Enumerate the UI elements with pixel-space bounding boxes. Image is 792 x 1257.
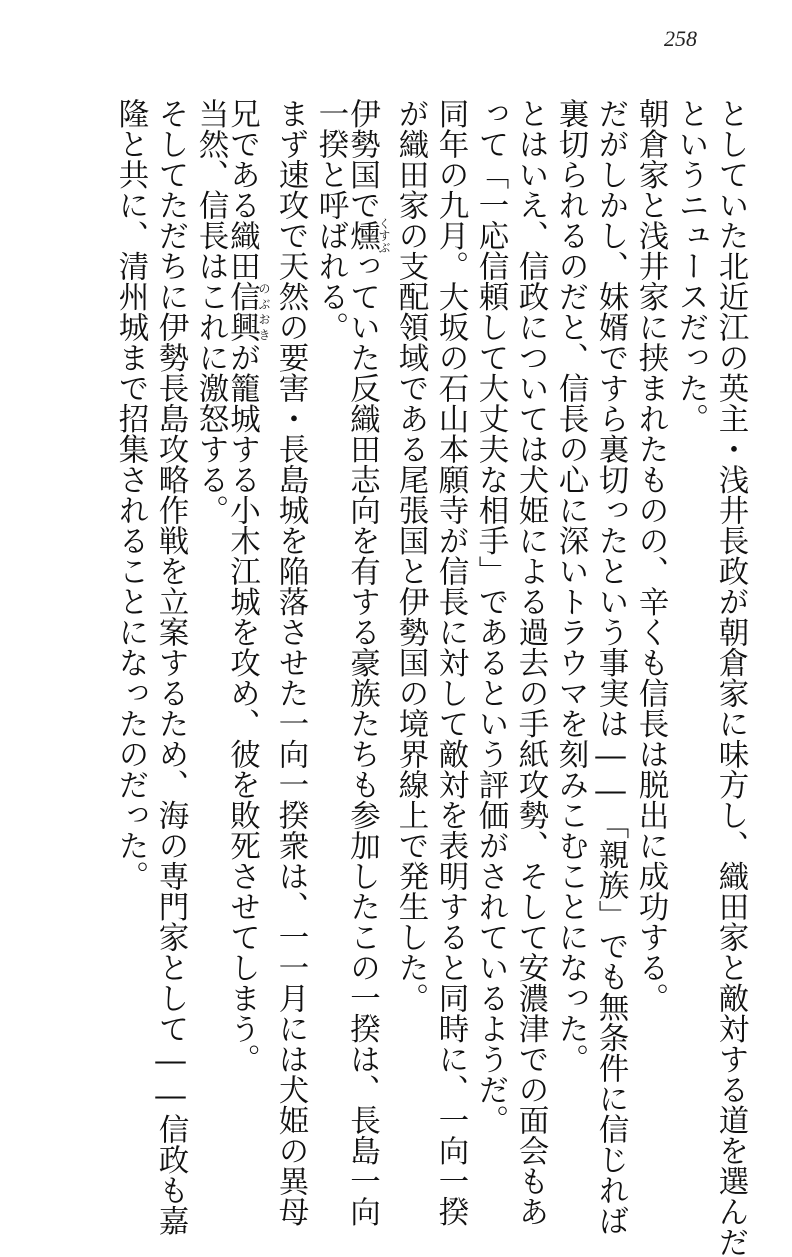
text-line: 当然、信長はこれに激怒する。 — [193, 98, 228, 525]
text-line: まず速攻で天然の要害・長島城を陥落させた一向一揆衆は、一一月には犬姫の異母 — [273, 98, 308, 1227]
text-line — [224, 98, 271, 1168]
text-segment: が籠城する小木江城を攻め、彼を敗死させてしまう。 — [224, 342, 260, 1074]
text-line: というニュースだった。 — [673, 98, 708, 434]
text-line: 朝倉家と浅井家に挟まれたものの、辛くも信長は脱出に成功する。 — [633, 98, 668, 1013]
text-line: としていた北近江の英主・浅井長政が朝倉家に味方し、織田家と敵対する道を選んだ — [713, 98, 748, 1257]
text-line — [344, 98, 391, 1227]
text-line: 隆と共に、清州城まで招集されることになったのだった。 — [113, 98, 148, 891]
text-line: が織田家の支配領域である尾張国と伊勢国の境界線上で発生した。 — [393, 98, 428, 1013]
text-line: そしてただちに伊勢長島攻略作戦を立案するため、海の専門家として――信政も嘉 — [153, 98, 188, 1236]
page-number: 258 — [664, 26, 697, 51]
text-segment: 伊勢国で — [344, 98, 380, 220]
vertical-text-body — [80, 98, 750, 1257]
text-line: 同年の九月。大坂の石山本願寺が信長に対して敵対を表明すると同時に、一向一揆 — [433, 98, 468, 1227]
text-line: 裏切られるのだと、信長の心に深いトラウマを刻みこむことになった。 — [553, 98, 588, 1074]
ruby-base: 燻 — [344, 217, 380, 254]
text-line: 一揆と呼ばれる。 — [313, 98, 348, 342]
text-segment: っていた反織田志向を有する豪族たちも参加したこの一揆は、長島一向 — [344, 250, 380, 1227]
ruby-reading: のぶおき — [257, 281, 271, 342]
ruby-base: 信興 — [224, 281, 260, 342]
text-line: だがしかし、妹婿ですら裏切ったという事実は――「親族」でも無条件に信じれば — [593, 98, 628, 1236]
text-line: とはいえ、信政については犬姫による過去の手紙攻勢、そして安濃津での面会もあ — [513, 98, 548, 1227]
text-line: って「一応信頼して大丈夫な相手」であるという評価がされているようだ。 — [473, 98, 508, 1135]
ruby-reading: くすぶ — [377, 217, 391, 254]
text-segment: 兄である織田 — [224, 98, 260, 281]
